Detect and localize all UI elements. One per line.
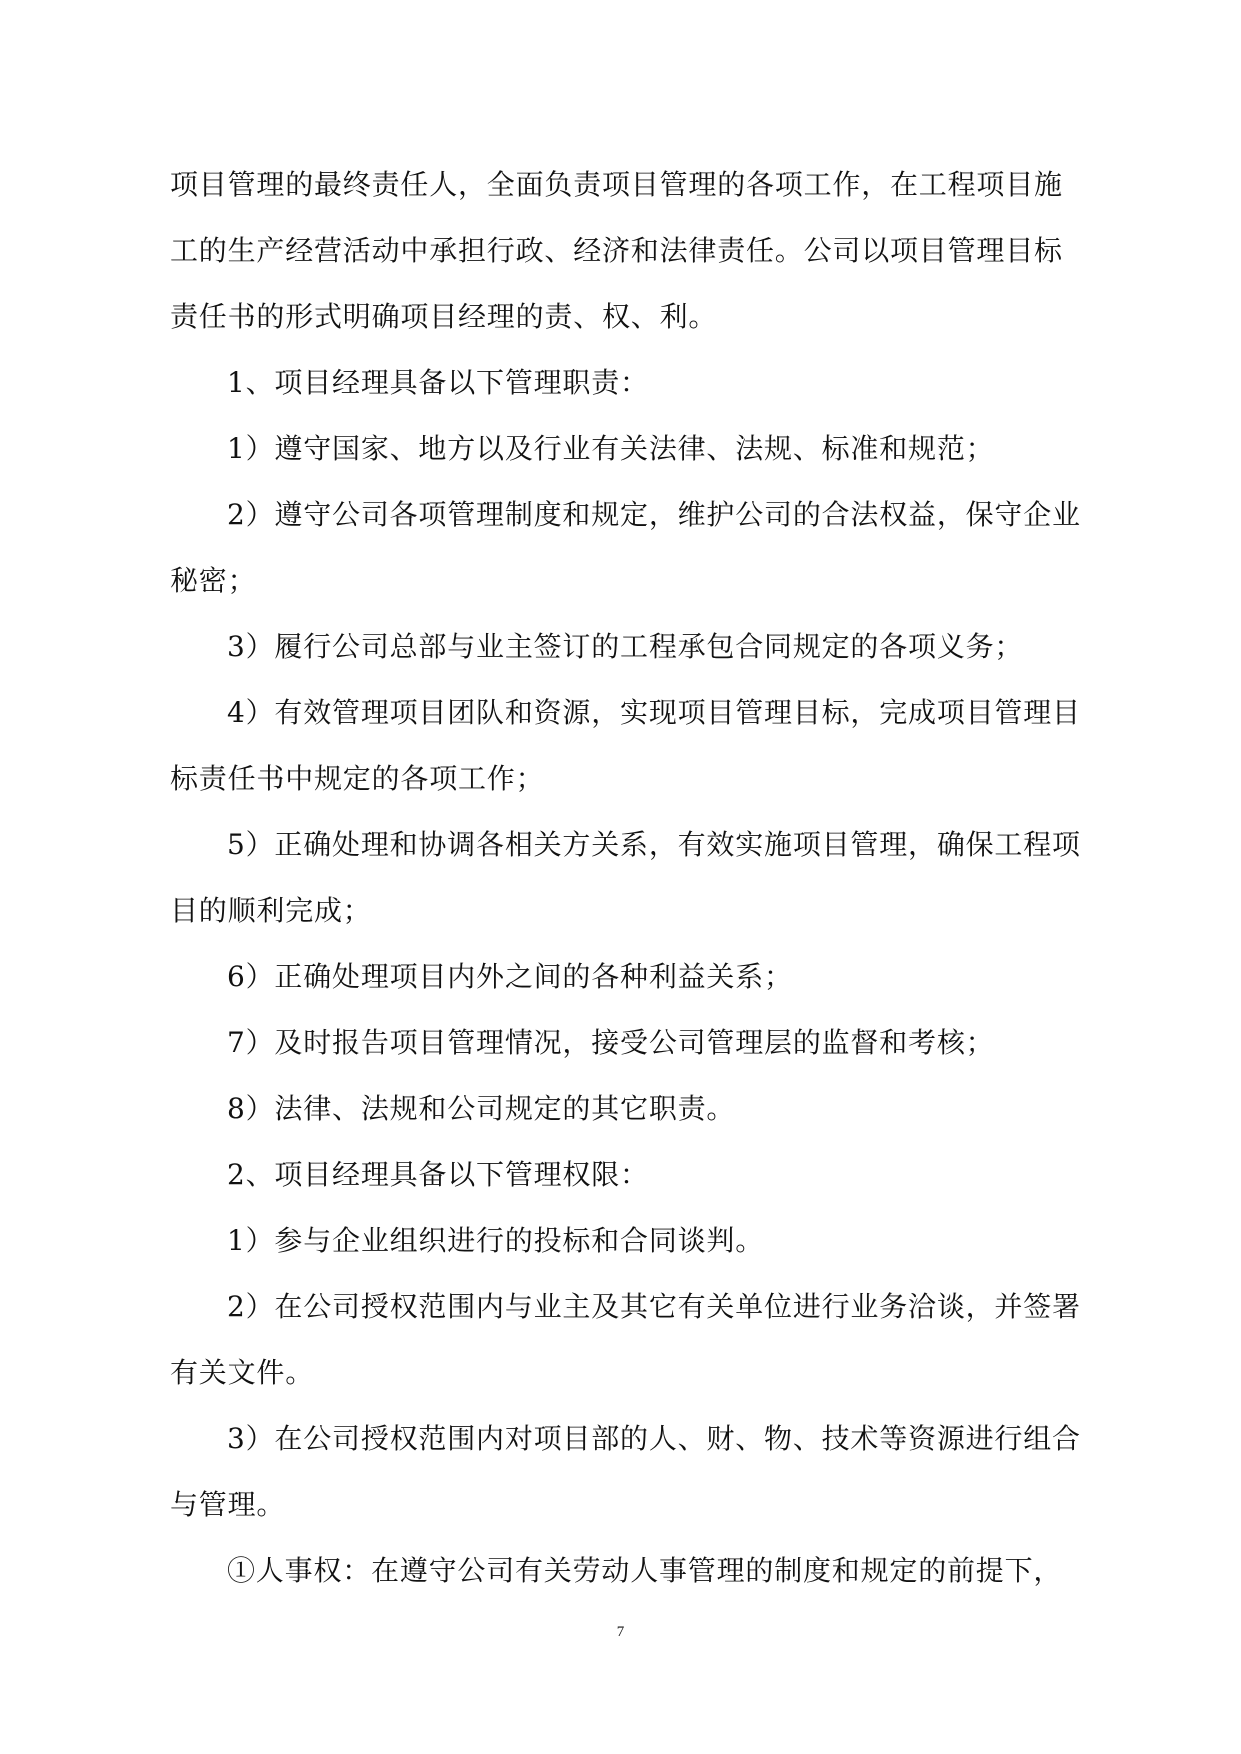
text-line: 4）有效管理项目团队和资源，实现项目管理目标，完成项目管理目 [227, 696, 1081, 729]
text-line: 1）遵守国家、地方以及行业有关法律、法规、标准和规范； [227, 432, 995, 465]
text-line: 3）在公司授权范围内对项目部的人、财、物、技术等资源进行组合 [227, 1422, 1081, 1455]
page-number: 7 [616, 1624, 625, 1640]
document-body [170, 152, 1081, 1604]
text-line: ①人事权：在遵守公司有关劳动人事管理的制度和规定的前提下， [227, 1554, 1063, 1587]
text-line: 有关文件。 [170, 1356, 315, 1389]
text-line: 与管理。 [170, 1488, 286, 1521]
text-line: 秘密； [170, 564, 257, 597]
text-line: 6）正确处理项目内外之间的各种利益关系； [227, 960, 793, 993]
text-line: 1、项目经理具备以下管理职责： [227, 366, 649, 399]
text-line: 2）在公司授权范围内与业主及其它有关单位进行业务洽谈，并签署 [227, 1290, 1081, 1323]
text-line: 标责任书中规定的各项工作； [170, 762, 545, 795]
text-line: 2）遵守公司各项管理制度和规定，维护公司的合法权益，保守企业 [227, 498, 1081, 531]
text-line: 工的生产经营活动中承担行政、经济和法律责任。公司以项目管理目标 [170, 234, 1063, 267]
text-line: 项目管理的最终责任人，全面负责项目管理的各项工作，在工程项目施 [170, 168, 1063, 201]
text-line: 8）法律、法规和公司规定的其它职责。 [227, 1092, 736, 1125]
text-line: 5）正确处理和协调各相关方关系，有效实施项目管理，确保工程项 [227, 828, 1081, 861]
text-line: 目的顺利完成； [170, 894, 372, 927]
text-line: 责任书的形式明确项目经理的责、权、利。 [170, 300, 718, 333]
text-line: 3）履行公司总部与业主签订的工程承包合同规定的各项义务； [227, 630, 1024, 663]
text-line: 7）及时报告项目管理情况，接受公司管理层的监督和考核； [227, 1026, 995, 1059]
text-line: 2、项目经理具备以下管理权限： [227, 1158, 649, 1191]
text-line: 1）参与企业组织进行的投标和合同谈判。 [227, 1224, 765, 1257]
